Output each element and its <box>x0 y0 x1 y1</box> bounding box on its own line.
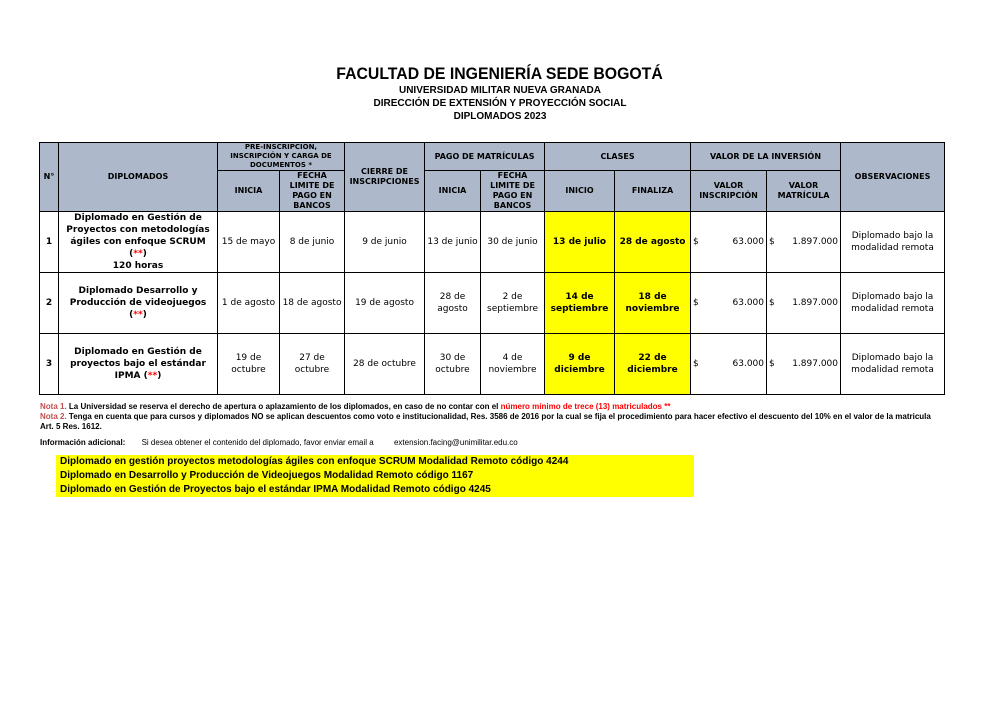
table-row <box>40 273 945 334</box>
pago-inicia: 28 de agosto <box>425 273 481 334</box>
header-valor-matricula: VALOR MATRÍCULA <box>767 171 841 212</box>
code-line: Diplomado en Gestión de Proyectos bajo el estándar IPMA Modalidad Remoto código 4245 <box>60 484 491 495</box>
pre-limite: 18 de agosto <box>280 273 345 334</box>
header-preinscripcion: PRE-INSCRIPCION, INSCRIPCIÓN Y CARGA DE DOCUMENTOS * <box>218 143 345 171</box>
cierre: 28 de octubre <box>345 334 425 395</box>
pre-limite: 27 de octubre <box>280 334 345 395</box>
pago-inicia: 30 de octubre <box>425 334 481 395</box>
diplomado-name: Diplomado en Gestión de proyectos bajo el estándar IPMA (**) <box>59 334 218 395</box>
clases-finaliza: 28 de agosto <box>615 212 691 273</box>
row-num: 2 <box>40 273 59 334</box>
mark: ** <box>133 310 143 320</box>
header-pago-fecha-limite: FECHA LIMITE DE PAGO EN BANCOS <box>481 171 545 212</box>
clases-inicio: 13 de julio <box>545 212 615 273</box>
header-pago-inicia: INICIA <box>425 171 481 212</box>
valor-matricula: $ 1.897.000 <box>767 334 841 395</box>
header-observaciones: OBSERVACIONES <box>841 143 945 212</box>
pago-limite: 2 de septiembre <box>481 273 545 334</box>
row-num: 3 <box>40 334 59 395</box>
header-clases: CLASES <box>545 143 691 171</box>
observaciones: Diplomado bajo la modalidad remota <box>841 273 945 334</box>
valor-inscripcion: $ 63.000 <box>691 334 767 395</box>
pago-limite: 30 de junio <box>481 212 545 273</box>
valor-matricula: $ 1.897.000 <box>767 273 841 334</box>
diplomado-name: Diplomado Desarrollo y Producción de videojuegos (**) <box>59 273 218 334</box>
diplomado-name: Diplomado en Gestión de Proyectos con metodologías ágiles con enfoque SCRUM (**) 120 horas <box>59 212 218 273</box>
note-1: Nota 1. La Universidad se reserva el derecho de apertura o aplazamiento de los diplomados, en caso de no contar con el número mínimo de trece (13) matriculados ** <box>40 402 671 411</box>
note-2: Nota 2. Tenga en cuenta que para cursos y diplomados NO se aplican descuentos como voto e institucionalidad, Res. 3586 de 2016 por la cual se fija el procedimiento para hacer efectivo el descuento del 10% en el valor de la matricula Art. 5 Res. 1612. <box>40 412 931 431</box>
header-diplomados: DIPLOMADOS <box>59 143 218 212</box>
notes <box>40 402 945 432</box>
observaciones: Diplomado bajo la modalidad remota <box>841 334 945 395</box>
contact-email[interactable]: extension.facing@unimilitar.edu.co <box>393 438 518 447</box>
header-inicio: INICIO <box>545 171 615 212</box>
cierre: 9 de junio <box>345 212 425 273</box>
direction-name: DIRECCIÓN DE EXTENSIÓN Y PROYECCIÓN SOCIAL <box>373 98 627 109</box>
header-cierre: CIERRE DE INSCRIPCIONES <box>345 143 425 212</box>
valor-inscripcion: $ 63.000 <box>691 273 767 334</box>
table-row <box>40 212 945 273</box>
header-valor-inversion: VALOR DE LA INVERSIÓN <box>691 143 841 171</box>
diplomados-year: DIPLOMADOS 2023 <box>453 111 547 122</box>
header-finaliza: FINALIZA <box>615 171 691 212</box>
pre-limite: 8 de junio <box>280 212 345 273</box>
mark: ** <box>133 249 143 259</box>
observaciones: Diplomado bajo la modalidad remota <box>841 212 945 273</box>
code-line: Diplomado en gestión proyectos metodologías ágiles con enfoque SCRUM Modalidad Remoto código 4244 <box>60 456 569 467</box>
diplomados-table <box>39 142 945 395</box>
faculty-title: FACULTAD DE INGENIERÍA SEDE BOGOTÁ <box>336 64 664 83</box>
course-codes <box>56 455 694 497</box>
mark: ** <box>147 371 158 381</box>
row-num: 1 <box>40 212 59 273</box>
info-text: Si desea obtener el contenido del diplomado, favor enviar email a <box>141 438 374 447</box>
pre-inicia: 1 de agosto <box>218 273 280 334</box>
table-row <box>40 334 945 395</box>
pre-inicia: 15 de mayo <box>218 212 280 273</box>
clases-finaliza: 18 de noviembre <box>615 273 691 334</box>
cierre: 19 de agosto <box>345 273 425 334</box>
header-pre-inicia: INICIA <box>218 171 280 212</box>
header-pago-matriculas: PAGO DE MATRÍCULAS <box>425 143 545 171</box>
valor-inscripcion: $ 63.000 <box>691 212 767 273</box>
header-num: N° <box>40 143 59 212</box>
clases-inicio: 14 de septiembre <box>545 273 615 334</box>
code-line: Diplomado en Desarrollo y Producción de Videojuegos Modalidad Remoto código 1167 <box>60 470 474 481</box>
valor-matricula: $ 1.897.000 <box>767 212 841 273</box>
additional-info <box>40 438 518 447</box>
header-pre-fecha-limite: FECHA LIMITE DE PAGO EN BANCOS <box>280 171 345 212</box>
clases-inicio: 9 de diciembre <box>545 334 615 395</box>
pre-inicia: 19 de octubre <box>218 334 280 395</box>
clases-finaliza: 22 de diciembre <box>615 334 691 395</box>
pago-limite: 4 de noviembre <box>481 334 545 395</box>
header-valor-inscripcion: VALOR INSCRIPCIÓN <box>691 171 767 212</box>
pago-inicia: 13 de junio <box>425 212 481 273</box>
university-name: UNIVERSIDAD MILITAR NUEVA GRANADA <box>398 85 602 96</box>
document-header <box>0 64 1000 123</box>
info-label: Información adicional: <box>40 438 126 447</box>
